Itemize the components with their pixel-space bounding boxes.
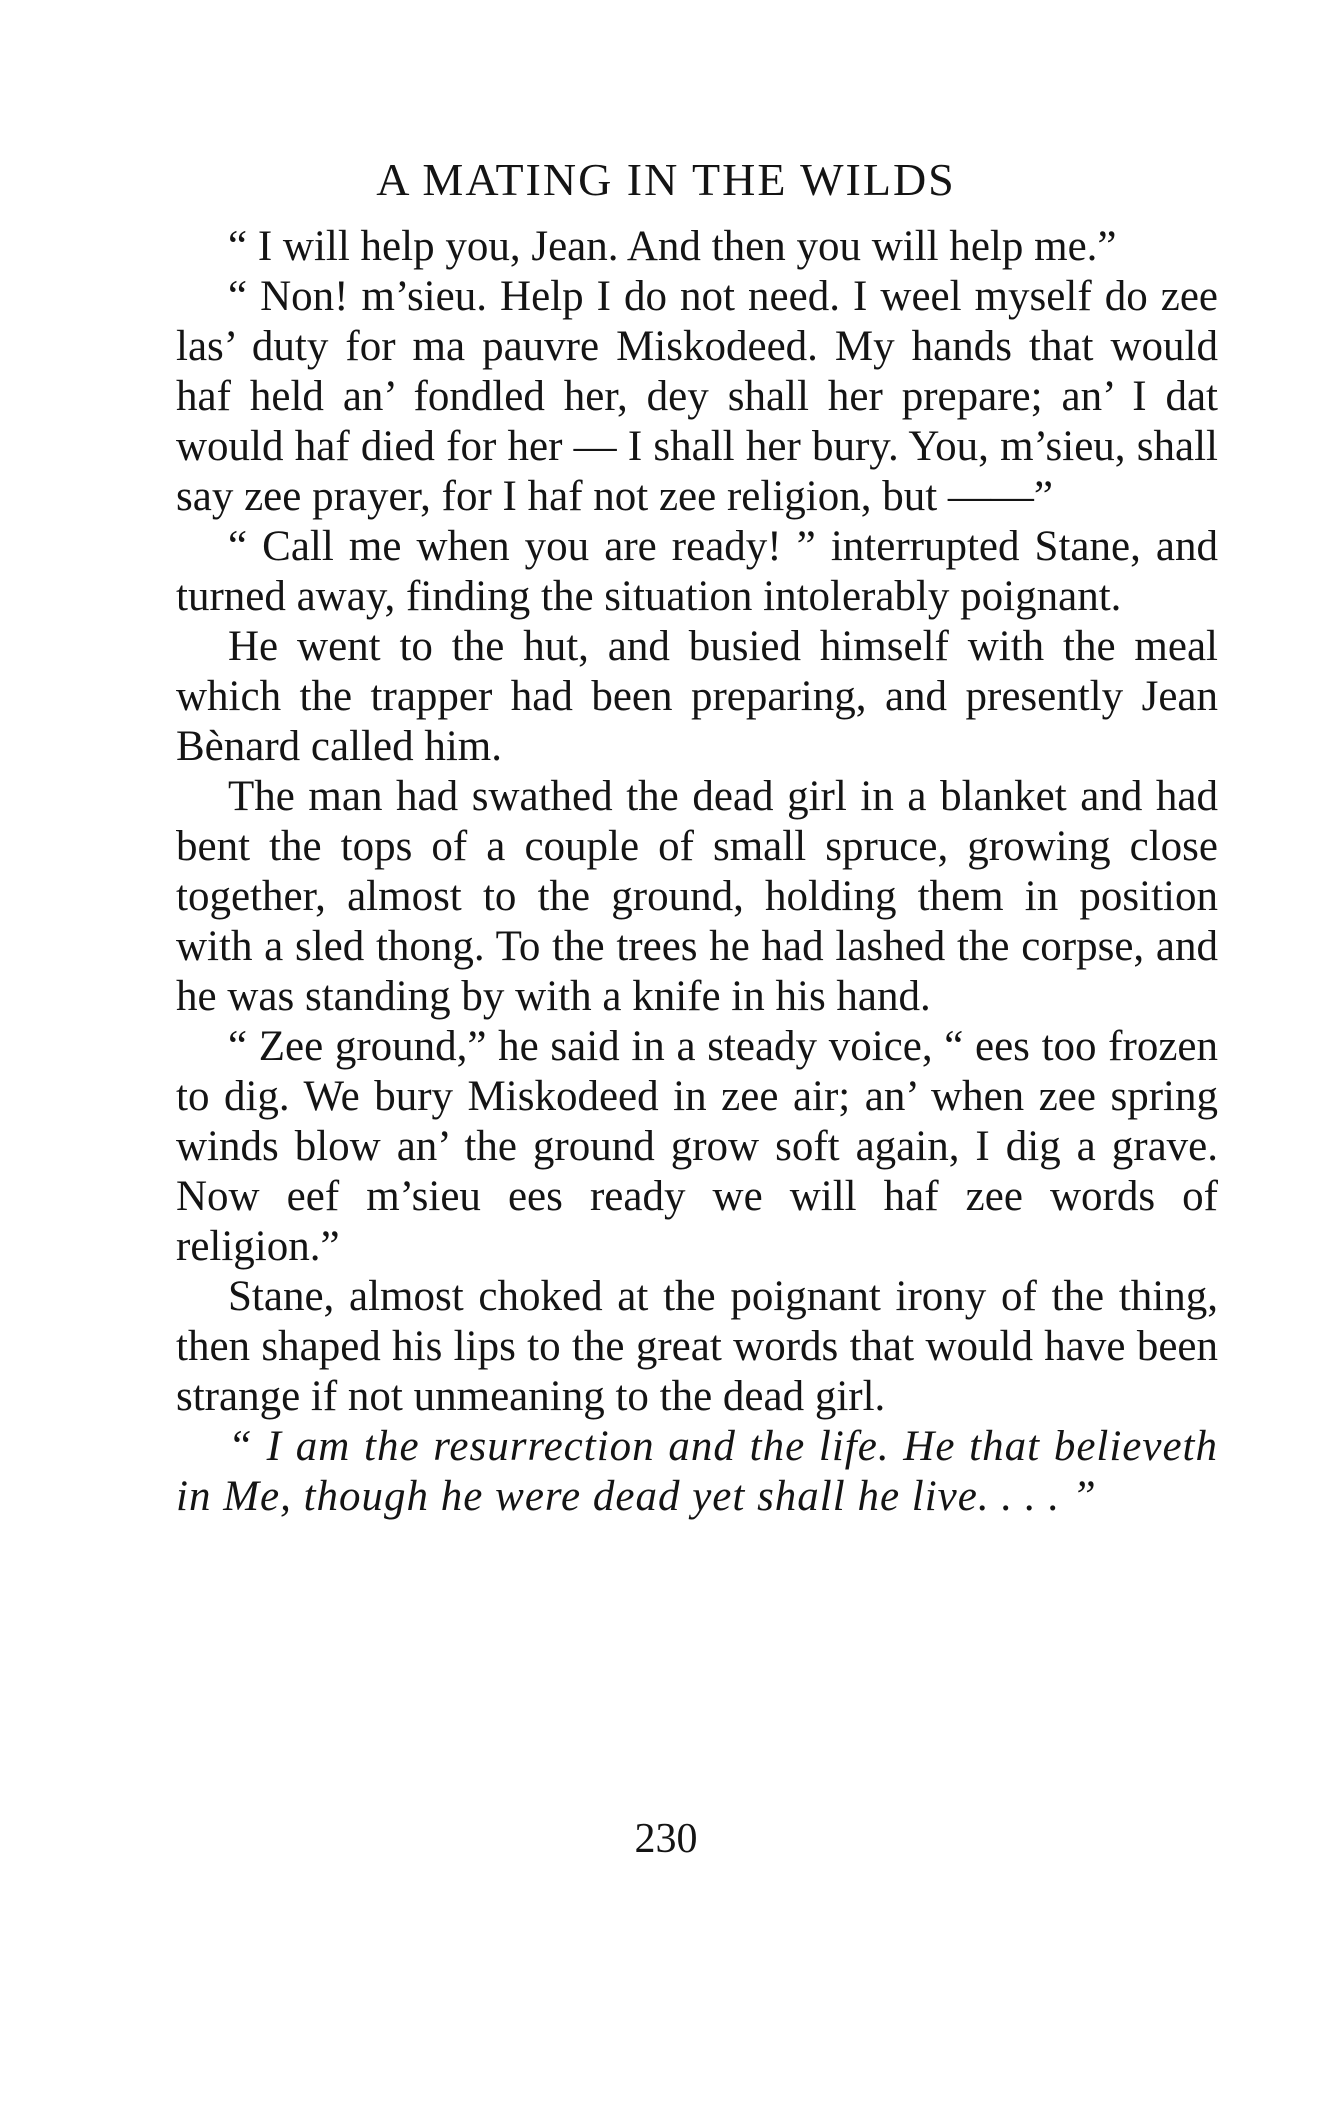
paragraph-2: “ Non! m’sieu. Help I do not need. I weel myself do zee las’ duty for ma pauvre Miskodeed. My hands that would haf held an’ fondled her, dey shall her prepare; an’ I dat would haf died for her — I shall her bury. You, m’sieu, shall say zee prayer, for I haf not zee religion, but ——” (176, 273, 1218, 520)
page-number: 230 (634, 1816, 698, 1862)
paragraph-1: “ I will help you, Jean. And then you will help me.” (228, 223, 1117, 270)
scripture-quote: “ I am the resurrection and the life. He that believeth in Me, though he were dead yet shall he live. . . . ” (176, 1423, 1218, 1520)
paragraph-6: “ Zee ground,” he said in a steady voice, “ ees too frozen to dig. We bury Miskodeed in zee air; an’ when zee spring winds blow an’ the ground grow soft again, I dig a grave. Now eef m’sieu ees ready we will haf zee words of religion.” (176, 1023, 1218, 1270)
paragraph-3: “ Call me when you are ready! ” interrupted Stane, and turned away, finding the situation intolerably poignant. (176, 523, 1218, 620)
paragraph-5: The man had swathed the dead girl in a blanket and had bent the tops of a couple of small spruce, growing close together, almost to the ground, holding them in position with a sled thong. To the trees he had lashed the corpse, and he was standing by with a knife in his hand. (176, 773, 1218, 1020)
body-text (176, 222, 1218, 1522)
running-head: A MATING IN THE WILDS (376, 154, 956, 205)
paragraph-4: He went to the hut, and busied himself with the meal which the trapper had been preparing, and presently Jean Bènard called him. (176, 623, 1218, 770)
paragraph-7: Stane, almost choked at the poignant irony of the thing, then shaped his lips to the great words that would have been strange if not unmeaning to the dead girl. (176, 1273, 1218, 1420)
